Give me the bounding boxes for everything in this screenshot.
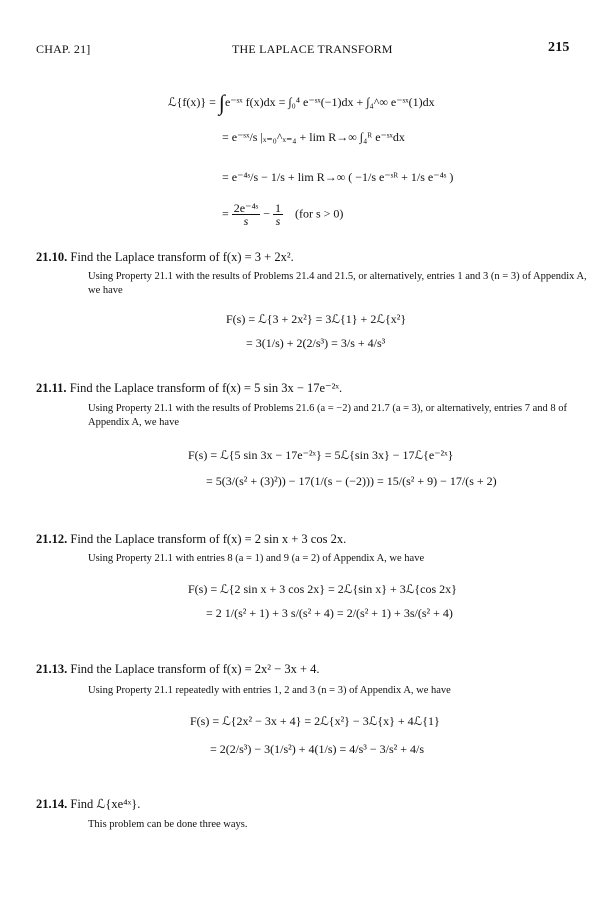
integral-sign-icon: ∫ — [218, 90, 225, 115]
derivation-rhs: e⁻ˢˣ f(x)dx = ∫₀⁴ e⁻ˢˣ(−1)dx + ∫₄^∞ e⁻ˢˣ(1)dx — [224, 94, 435, 109]
problem-21-13-heading — [36, 662, 320, 677]
problem-21-11-text: Using Property 21.1 with the results of Problems 21.6 (a = −2) and 21.7 (a = 3), or alternatively, entries 7 and 8 of Appendix A, we have — [88, 403, 567, 428]
problem-number: 21.12. — [36, 532, 68, 546]
problem-21-12-text: Using Property 21.1 with entries 8 (a = 1) and 9 (a = 2) of Appendix A, we have — [88, 553, 425, 564]
problem-number: 21.11. — [36, 381, 67, 395]
page-number: 215 — [548, 40, 570, 55]
derivation-line-1 — [168, 90, 435, 116]
problem-21-10-heading — [36, 250, 294, 265]
fraction: $\frac{1}{s}$ — [274, 201, 281, 228]
problem-statement: Find the Laplace transform of f(x) = 5 sin 3x − 17e⁻²ˣ. — [69, 381, 343, 395]
derivation-line-2: = e⁻ˢˣ/s |ₓ₌₀^ₓ₌₄ + lim R→∞ ∫₄ᴿ e⁻ˢˣdx — [222, 130, 405, 144]
problem-21-14-heading — [36, 796, 140, 812]
problem-21-12-eq2: = 2 1/(s² + 1) + 3 s/(s² + 4) = 2/(s² + 1) + 3s/(s² + 4) — [206, 606, 453, 620]
running-header-title: THE LAPLACE TRANSFORM — [232, 42, 393, 56]
problem-21-11-heading — [36, 380, 342, 396]
problem-statement: Find the Laplace transform of f(x) = 2x² − 3x + 4. — [70, 662, 320, 676]
problem-21-10-eq1: F(s) = ℒ{3 + 2x²} = 3ℒ{1} + 2ℒ{x²} — [226, 312, 407, 326]
problem-statement: Find the Laplace transform of f(x) = 3 + 2x². — [70, 250, 294, 264]
problem-number: 21.14. — [36, 797, 68, 811]
problem-21-12-eq1: F(s) = ℒ{2 sin x + 3 cos 2x} = 2ℒ{sin x} + 3ℒ{cos 2x} — [188, 582, 457, 596]
problem-21-13-eq2: = 2(2/s³) − 3(1/s²) + 4(1/s) = 4/s³ − 3/s² + 4/s — [210, 742, 424, 756]
problem-statement: Find ℒ{xe⁴ˣ}. — [70, 797, 141, 811]
problem-21-11-eq2: = 5(3/(s² + (3)²)) − 17(1/(s − (−2))) = 15/(s² + 9) − 17/(s + 2) — [206, 474, 497, 488]
problem-21-13-eq1: F(s) = ℒ{2x² − 3x + 4} = 2ℒ{x²} − 3ℒ{x} + 4ℒ{1} — [190, 714, 440, 728]
problem-21-10-eq2: = 3(1/s) + 2(2/s³) = 3/s + 4/s³ — [246, 336, 386, 350]
problem-number: 21.10. — [36, 250, 68, 264]
problem-21-10-text: Using Property 21.1 with the results of Problems 21.4 and 21.5, or alternatively, entries 1 and 3 (n = 3) of Appendix A, we have — [88, 271, 587, 296]
derivation-lhs: ℒ{f(x)} = — [168, 94, 219, 109]
derivation-line-4: = $\frac{\text{2e⁻⁴ˢ}}{s}$ − $\frac{1}{s}$ (for s > 0) — [222, 201, 344, 228]
condition: (for s > 0) — [294, 206, 344, 221]
running-header-chapter: CHAP. 21] — [36, 42, 91, 56]
problem-21-11-eq1: F(s) = ℒ{5 sin 3x − 17e⁻²ˣ} = 5ℒ{sin 3x} − 17ℒ{e⁻²ˣ} — [188, 448, 454, 462]
derivation-line-3: = e⁻⁴ˢ/s − 1/s + lim R→∞ ( −1/s e⁻ˢᴿ + 1/s e⁻⁴ˢ ) — [222, 170, 454, 184]
fraction: $\frac{\text{2e⁻⁴ˢ}}{s}$ — [233, 201, 259, 228]
problem-statement: Find the Laplace transform of f(x) = 2 sin x + 3 cos 2x. — [70, 532, 347, 546]
problem-21-14-text: This problem can be done three ways. — [88, 819, 248, 830]
problem-21-12-heading — [36, 532, 346, 547]
problem-number: 21.13. — [36, 662, 68, 676]
problem-21-13-text: Using Property 21.1 repeatedly with entries 1, 2 and 3 (n = 3) of Appendix A, we have — [88, 685, 451, 696]
